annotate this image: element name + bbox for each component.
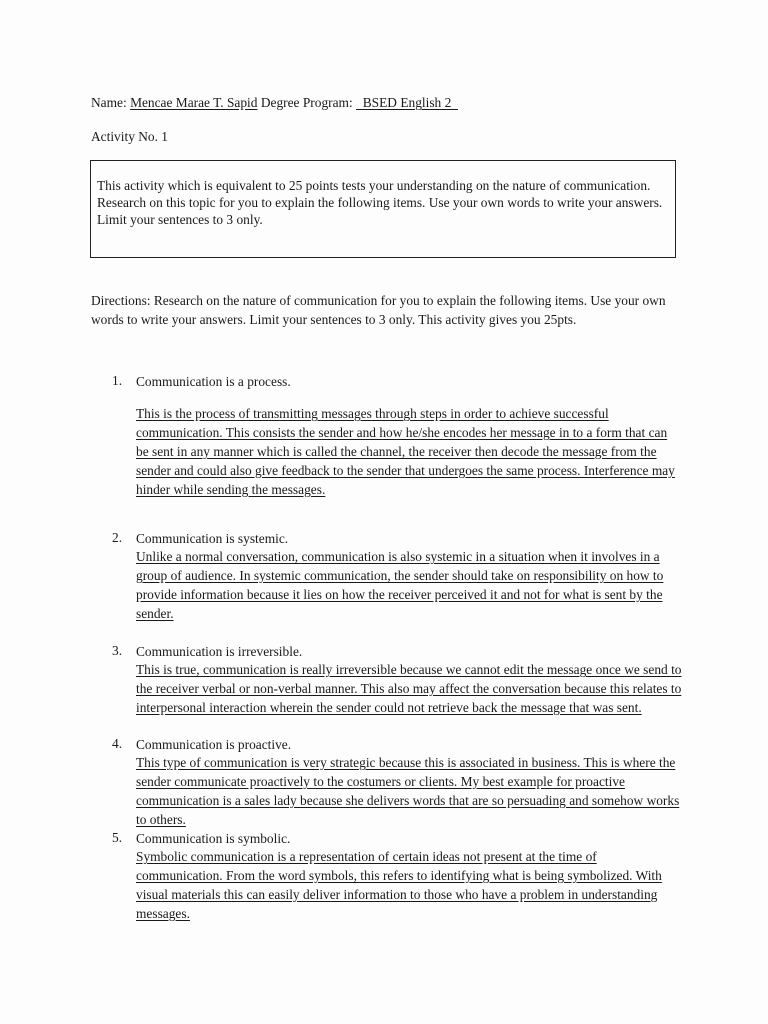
item-answer: This is the process of transmitting messages through steps in order to achieve successful communication. This consists the sender and how he/she encodes her message in to a form that can be sent in any manner which is called the channel, the receiver then decode the message from the sender and could also give feedback to the sender that undergoes the same process. Interference may hinder while sending the messages.	[136, 406, 675, 497]
instruction-box-text: This activity which is equivalent to 25 points tests your understanding on the nature of communication. Research on this topic for you to explain the following items. Use your own words to write your answers. Limit your sentences to 3 only.	[97, 178, 663, 227]
item-number: 3.	[112, 643, 123, 658]
item-number: 4.	[112, 736, 123, 751]
item-heading: Communication is systemic.	[136, 531, 289, 546]
item-answer: This type of communication is very strategic because this is associated in business. This is where the sender communicate proactively to the costumers or clients. My best example for proactive communication is a sales lady because she delivers words that are so persuading and somehow works to others.	[136, 755, 680, 827]
item-answer: Unlike a normal conversation, communication is also systemic in a situation when it involves in a group of audience. In systemic communication, the sender should take on responsibility on how to provide information because it lies on how the receiver perceived it and not for what is sent by the sender.	[136, 549, 664, 621]
item-number: 2.	[112, 530, 123, 545]
item-heading: Communication is symbolic.	[136, 831, 291, 846]
degree-program-label: Degree Program:	[260, 95, 353, 110]
name-label: Name:	[91, 95, 127, 110]
item-number: 5.	[112, 830, 123, 845]
activity-title: Activity No. 1	[91, 129, 168, 144]
directions-paragraph: Directions: Research on the nature of communication for you to explain the following items. Use your own words to write your answers. Limit your sentences to 3 only. This activity gives you 25pts.	[91, 293, 666, 327]
name-line	[91, 94, 458, 112]
degree-program-value: BSED English 2	[356, 95, 458, 110]
item-number: 1.	[112, 373, 123, 388]
item-heading: Communication is proactive.	[136, 737, 292, 752]
item-answer: Symbolic communication is a representation of certain ideas not present at the time of communication. From the word symbols, this refers to identifying what is being symbolized. With visual materials this can easily deliver information to those who have a problem in understanding messages.	[136, 849, 662, 921]
instruction-box	[90, 160, 676, 258]
name-value: Mencae Marae T. Sapid	[130, 95, 258, 110]
item-heading: Communication is a process.	[136, 374, 291, 389]
item-heading: Communication is irreversible.	[136, 644, 303, 659]
item-answer: This is true, communication is really irreversible because we cannot edit the message once we send to the receiver verbal or non-verbal manner. This also may affect the conversation because this relates to interpersonal interaction wherein the sender could not retrieve back the message that was sent.	[136, 662, 682, 715]
